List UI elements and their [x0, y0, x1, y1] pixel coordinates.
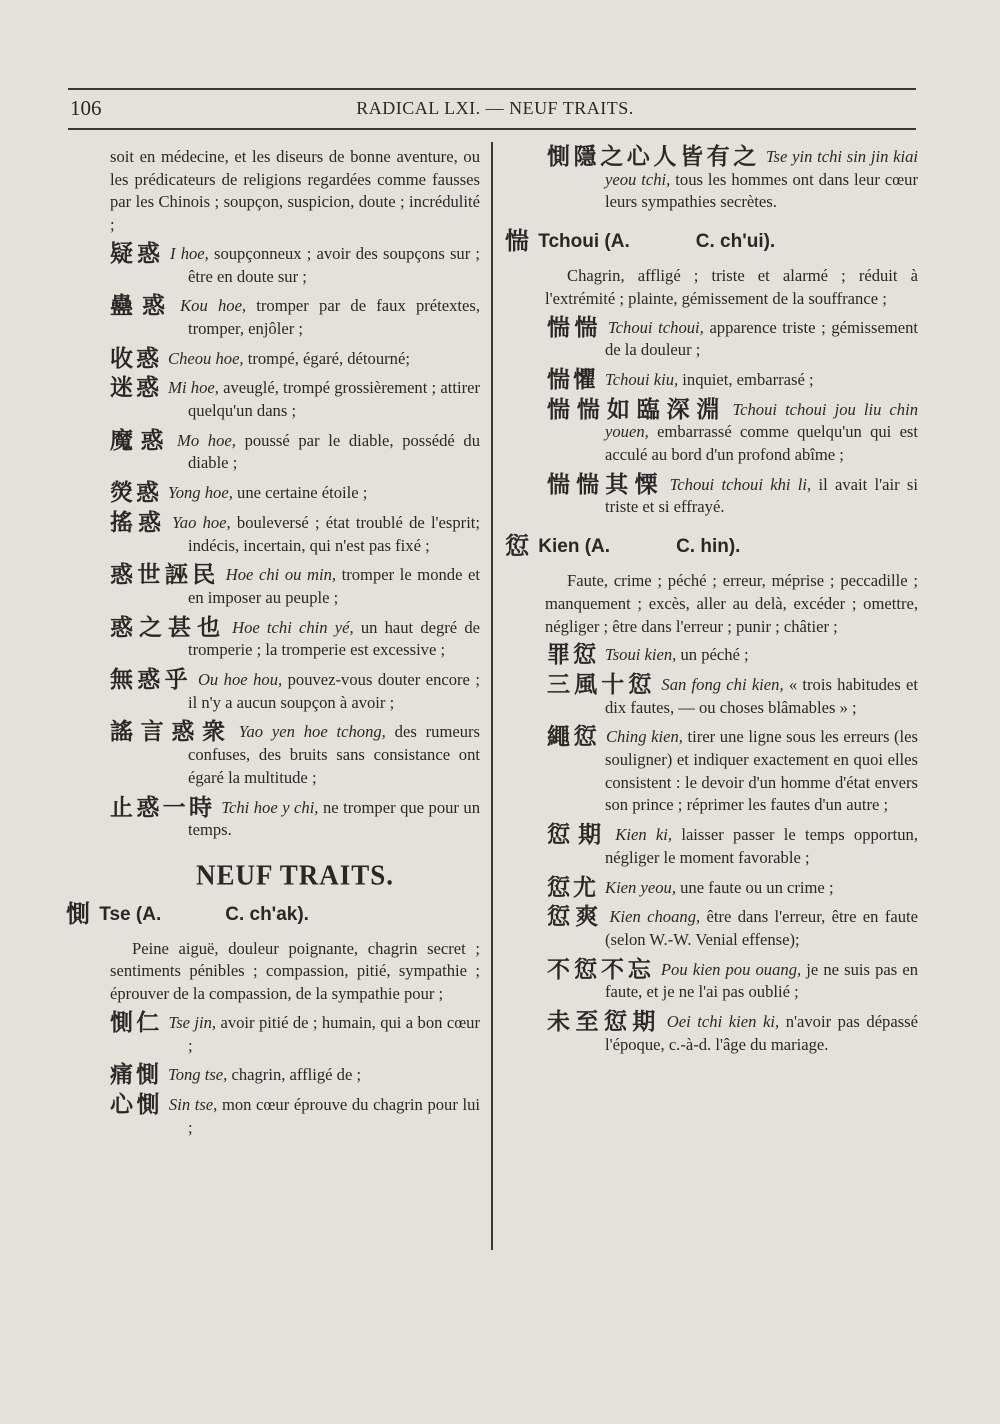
entry-romanization: Hoe tchi chin yé,: [232, 617, 354, 637]
entry-gloss: mon cœur éprouve du chagrin pour lui ;: [188, 1094, 480, 1137]
running-title: RADICAL LXI. — NEUF TRAITS.: [356, 98, 634, 118]
entry-romanization: Ching kien,: [605, 727, 683, 747]
headword-definition: Chagrin, affligé ; triste et alarmé ; réduit à l'extrémité ; plainte, gémissement de la souffrance ;: [545, 266, 918, 308]
list-item: [110, 509, 481, 557]
entry-gloss: poussé par le diable, possédé du diable ;: [188, 430, 480, 473]
entry-characters: 愆爽: [547, 904, 604, 931]
entry-romanization: Tsoui kien,: [605, 645, 677, 665]
list-item: [110, 1009, 480, 1057]
entry-romanization: Cheou hoe,: [168, 348, 244, 368]
entry-romanization: Kien choang,: [609, 907, 701, 927]
entry-gloss: ne tromper que pour un temps.: [188, 797, 481, 840]
left-column: [66, 146, 481, 1146]
entry-gloss: avoir pitié de ; humain, qui a bon cœur ;: [188, 1012, 480, 1055]
entry-characters: 惻仁: [110, 1009, 163, 1036]
list-item: [110, 564, 480, 609]
list-item: [505, 956, 918, 1004]
entry-characters: 惴懼: [547, 366, 599, 393]
entry-characters: 惻隱之心人皆有之: [547, 144, 760, 170]
list-item: [505, 1011, 918, 1056]
headword-character: 惻: [66, 899, 90, 928]
headword-character: 愆: [505, 532, 529, 561]
entry-characters: 熒惑: [110, 480, 162, 507]
entry-romanization: Oei tchi kien ki,: [666, 1012, 780, 1032]
entry-gloss: n'avoir pas dépassé l'époque, c.-à-d. l'âge du mariage.: [605, 1012, 918, 1054]
entry-characters: 惴惴: [547, 314, 602, 341]
entry-romanization: Ou hoe hou,: [197, 670, 283, 690]
list-item: [110, 482, 480, 505]
entry-gloss: laisser passer le temps opportun, négliger le moment favorable ;: [605, 825, 918, 867]
entry-romanization: Tchoui tchoui,: [607, 317, 704, 337]
entry-characters: 惴惴其慄: [547, 471, 664, 498]
entry-gloss: apparence triste ; gémissement de la douleur ;: [605, 317, 918, 360]
entry-characters: 惴惴如臨深淵: [547, 396, 727, 423]
list-item: [505, 824, 918, 869]
list-item: [110, 794, 481, 842]
entry-romanization: Tse jin,: [168, 1012, 217, 1032]
entry-romanization: Hoe chi ou min,: [225, 565, 337, 585]
entry-gloss: il avait l'air si triste et si effrayé.: [605, 474, 918, 517]
entry-characters: 止惑一時: [110, 794, 216, 821]
list-item: [110, 721, 480, 789]
entry-characters: 愆尤: [547, 874, 599, 901]
column-divider: [491, 142, 493, 1250]
list-item: [505, 726, 918, 817]
list-item: [505, 471, 918, 519]
section-title: NEUF TRAITS.: [195, 859, 395, 891]
entry-gloss: « trois habitudes et dix fautes, — ou choses blâmables » ;: [605, 674, 918, 717]
entry-gloss: pouvez-vous douter encore ; il n'y a aucun soupçon à avoir ;: [188, 670, 480, 712]
entry-romanization: Yong hoe,: [168, 483, 233, 503]
entry-characters: 迷惑: [110, 375, 163, 402]
entry-gloss: soupçonneux ; avoir des soupçons sur ; être en doute sur ;: [188, 243, 480, 286]
entry-romanization: Kou hoe,: [180, 296, 247, 316]
entry-romanization: Tchoui kiu,: [605, 369, 679, 389]
entry-gloss: inquiet, embarrasé ;: [682, 369, 814, 389]
headword-cantonese: C. hin).: [676, 536, 741, 558]
list-item: [505, 644, 918, 667]
list-item: [110, 614, 481, 662]
entry-romanization: Kien ki,: [615, 825, 673, 845]
entry-gloss: une faute ou un crime ;: [680, 877, 834, 897]
entry-gloss: des rumeurs confuses, des bruits sans consistance ont égaré la multitude ;: [188, 722, 480, 787]
list-item: [110, 669, 480, 714]
entry-characters: 未至愆期: [547, 1009, 661, 1036]
entry-list: [110, 1009, 480, 1140]
entry-characters: 三風十愆: [547, 671, 656, 698]
entry-gloss: je ne suis pas en faute, et je ne l'ai pas oublié ;: [605, 959, 918, 1002]
entry-romanization: Yao yen hoe tchong,: [238, 722, 386, 742]
entry-characters: 疑惑: [110, 240, 165, 267]
entry-romanization: Tse yin tchi sin jin kiai yeou tchi,: [605, 147, 919, 189]
entry-gloss: chagrin, affligé de ;: [231, 1065, 362, 1085]
entry-gloss: un péché ;: [680, 645, 749, 665]
entry-characters: 心惻: [110, 1091, 163, 1118]
entry-gloss: tirer une ligne sous les erreurs (les souligner) et indiquer exactement en quoi elles consistent : le devoir d'un homme d'état envers son prince ; réprimer les fautes d'un autre ;: [605, 727, 918, 815]
headword-romanization: Kien (A.: [538, 536, 611, 558]
entry-characters: 惑世誣民: [110, 562, 220, 589]
list-item: [110, 427, 480, 475]
entry-romanization: Mi hoe,: [168, 378, 219, 398]
entry-characters: 魔惑: [110, 427, 172, 454]
entry-characters: 搖惑: [110, 509, 167, 536]
headword-romanization: Tchoui (A.: [538, 231, 630, 253]
entry-list: [505, 644, 918, 1056]
list-item: [505, 396, 918, 467]
entry-characters: 痛惻: [110, 1062, 162, 1089]
list-item: [110, 345, 480, 372]
list-item: [505, 671, 918, 719]
entry-gloss: être dans l'erreur, être en faute (selon W.-W. Venial effense);: [605, 907, 918, 949]
list-item: [505, 366, 918, 393]
character-heading: [505, 228, 918, 255]
header-rule-bottom: [68, 128, 916, 130]
entry-gloss: trompé, égaré, détourné;: [247, 348, 410, 368]
headword-definition: Faute, crime ; péché ; erreur, méprise ; peccadille ; manquement ; excès, aller au delà, excéder ; omettre, négliger ; être dans l'erreur ; punir ; châtier ;: [545, 571, 918, 636]
headword-cantonese: C. ch'ak).: [225, 903, 309, 925]
right-column: [505, 146, 918, 1064]
entry-gloss: tromper par de faux prétextes, tromper, enjôler ;: [188, 296, 481, 338]
entry-characters: 謠言惑衆: [110, 719, 233, 746]
entry-romanization: I hoe,: [170, 243, 209, 263]
headword-cantonese: C. ch'ui).: [695, 231, 776, 253]
entry-romanization: Sin tse,: [168, 1094, 218, 1114]
entry-romanization: Tong tse,: [168, 1065, 228, 1085]
entry-gloss: une certaine étoile ;: [237, 483, 368, 503]
character-heading: [66, 901, 480, 928]
headword-romanization: Tse (A.: [99, 903, 162, 925]
entry-romanization: Mo hoe,: [177, 430, 236, 450]
entry-romanization: Tchoui tchoui khi li,: [669, 474, 812, 494]
entry-gloss: bouleversé ; état troublé de l'esprit; indécis, incertain, qui n'est pas fixé ;: [188, 512, 481, 555]
entry-characters: 不愆不忘: [547, 956, 655, 983]
list-item: [110, 240, 480, 288]
entry-gloss: tromper le monde et en imposer au peuple ;: [188, 565, 481, 607]
list-item: [505, 906, 918, 951]
list-item: [505, 314, 918, 362]
entry-gloss: tous les hommes ont dans leur cœur leurs sympathies secrètes.: [605, 169, 918, 212]
list-item: [110, 377, 480, 422]
entry-characters: 惑之甚也: [110, 614, 227, 641]
entry-romanization: Pou kien pou ouang,: [660, 959, 802, 979]
entry-characters: 收惑: [110, 345, 162, 372]
entry-list: [505, 314, 918, 520]
continued-definition: soit en médecine, et les diseurs de bonne aventure, ou les prédicateurs de religions regardées comme fausses par les Chinois ; soupçon, suspicion, doute ; incrédulité ;: [110, 147, 480, 235]
character-heading: [505, 533, 918, 560]
list-item: [505, 146, 918, 214]
entry-romanization: Tchoui tchoui jou liu chin youen,: [605, 399, 918, 442]
entry-romanization: Tchi hoe y chi,: [221, 797, 319, 817]
entry-characters: 繩愆: [547, 724, 600, 751]
entry-characters: 無惑乎: [110, 667, 192, 694]
list-item: [505, 874, 918, 901]
entry-list: [110, 240, 481, 842]
headword-definition: Peine aiguë, douleur poignante, chagrin secret ; sentiments pénibles ; compassion, pitié, sympathie ; éprouver de la compassion, de la sympathie pour ;: [110, 938, 480, 1004]
entry-gloss: aveuglé, trompé grossièrement ; attirer quelqu'un dans ;: [188, 378, 480, 421]
list-item: [110, 1064, 480, 1087]
entry-characters: 蠱惑: [110, 293, 175, 320]
header-rule-top: [68, 88, 916, 90]
entry-characters: 罪愆: [547, 642, 599, 669]
entry-romanization: Yao hoe,: [172, 512, 231, 532]
entry-romanization: Kien yeou,: [605, 877, 676, 897]
headword-character: 惴: [505, 227, 529, 256]
page-number: 106: [70, 96, 102, 120]
entry-characters: 愆期: [547, 822, 610, 849]
list-item: [110, 295, 480, 340]
entry-gloss: un haut degré de tromperie ; la tromperie est excessive ;: [188, 617, 481, 660]
entry-gloss: embarrassé comme quelqu'un qui est acculé au bord d'un profond abîme ;: [605, 422, 918, 465]
list-item: [110, 1091, 480, 1139]
entry-romanization: San fong chi kien,: [661, 674, 784, 694]
